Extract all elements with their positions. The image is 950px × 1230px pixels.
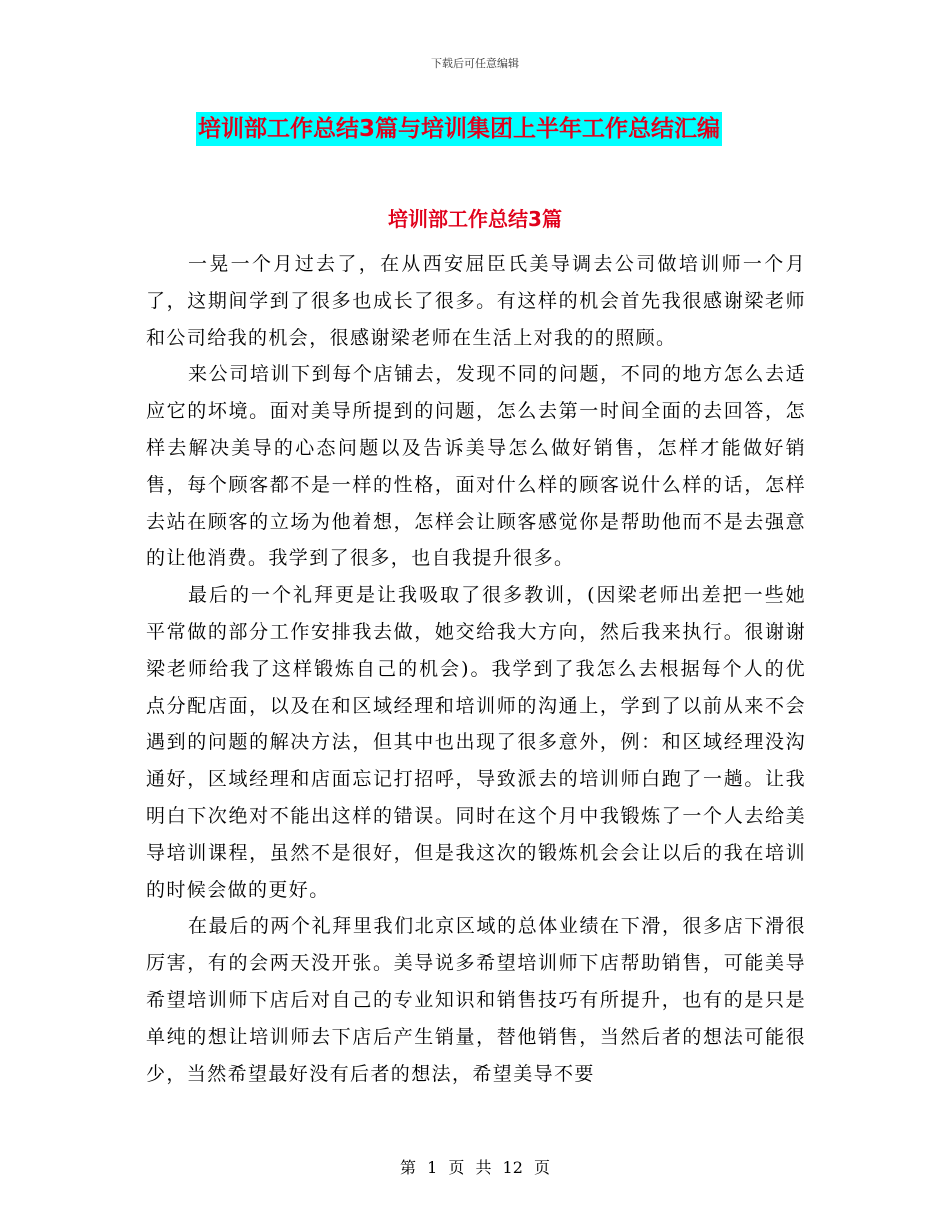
document-body	[146, 246, 806, 1092]
page-number: 第 1 页 共 12 页	[400, 1158, 550, 1177]
document-title: 培训部工作总结3篇与培训集团上半年工作总结汇编	[196, 112, 722, 146]
paragraph: 在最后的两个礼拜里我们北京区域的总体业绩在下滑，很多店下滑很厉害，有的会两天没开张。美导说多希望培训师下店帮助销售，可能美导希望培训师下店后对自己的专业知识和销售技巧有所提升，也有的是只是单纯的想让培训师去下店后产生销量，替他销售，当然后者的想法可能很少，当然希望最好没有后者的想法，希望美导不要	[146, 915, 806, 1085]
paragraph: 最后的一个礼拜更是让我吸取了很多教训，(因梁老师出差把一些她平常做的部分工作安排我去做，她交给我大方向，然后我来执行。很谢谢梁老师给我了这样锻炼自己的机会)。我学到了我怎么去根据每个人的优点分配店面，以及在和区域经理和培训师的沟通上，学到了以前从来不会遇到的问题的解决方法，但其中也出现了很多意外，例：和区域经理没沟通好，区域经理和店面忘记打招呼，导致派去的培训师白跑了一趟。让我明白下次绝对不能出这样的错误。同时在这个月中我锻炼了一个人去给美导培训课程，虽然不是很好，但是我这次的锻炼机会会让以后的我在培训的时候会做的更好。	[146, 584, 806, 901]
header-note: 下载后可任意编辑	[431, 57, 519, 70]
paragraph: 来公司培训下到每个店铺去，发现不同的问题，不同的地方怎么去适应它的坏境。面对美导所提到的问题，怎么去第一时间全面的去回答，怎样去解决美导的心态问题以及告诉美导怎么做好销售，怎样才能做好销售，每个顾客都不是一样的性格，面对什么样的顾客说什么样的话，怎样去站在顾客的立场为他着想，怎样会让顾客感觉你是帮助他而不是去强意的让他消费。我学到了很多，也自我提升很多。	[146, 363, 806, 570]
section-title: 培训部工作总结3篇	[388, 207, 562, 231]
paragraph: 一晃一个月过去了，在从西安屈臣氏美导调去公司做培训师一个月了，这期间学到了很多也成长了很多。有这样的机会首先我很感谢梁老师和公司给我的机会，很感谢梁老师在生活上对我的的照顾。	[146, 253, 806, 349]
